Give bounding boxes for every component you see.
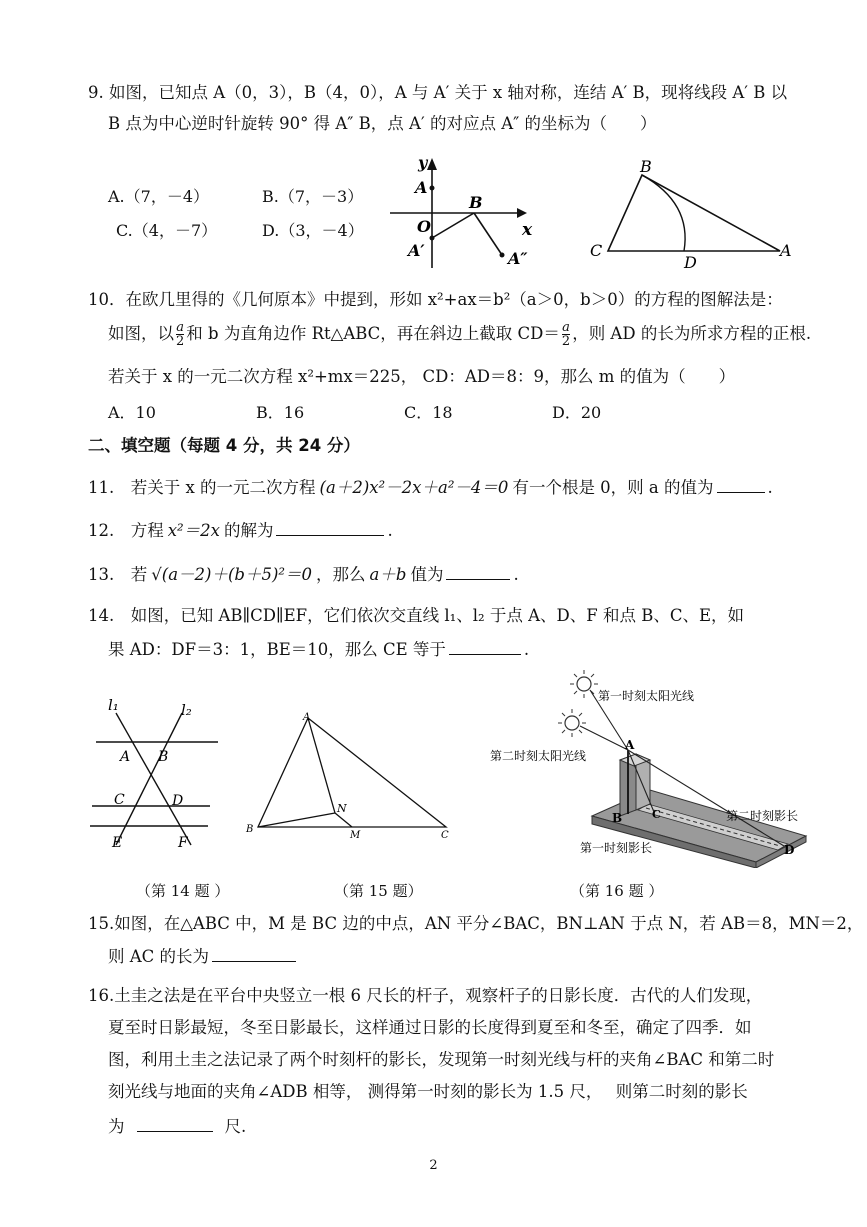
q14-answer-blank[interactable] [449, 638, 521, 655]
q16-line-5: 为 尺. [108, 1117, 247, 1136]
q9-line-2: B 点为中心逆时针旋转 90° 得 A″ B，点 A′ 的对应点 A″ 的坐标为（ ） [108, 114, 657, 133]
q16-line-3: 图，利用土圭之法记录了两个时刻杆的影长，发现第一时刻光线与杆的夹角∠BAC 和第二时 [108, 1050, 775, 1069]
q9-option-c: C.（4，－7） [116, 221, 218, 240]
q10-option-c: C．18 [404, 403, 453, 422]
q14-label-a: A [120, 749, 131, 765]
q15-answer-blank[interactable] [212, 945, 296, 962]
q14-label-l1: l₁ [108, 696, 119, 714]
q9-option-d: D.（3，－4） [262, 221, 364, 240]
q15-label-a: A [303, 712, 311, 723]
q9-line-1: 9. 如图，已知点 A（0，3），B（4，0），A 与 A′ 关于 x 轴对称，连结 A′ B，现将线段 A′ B 以 [88, 83, 788, 102]
q15-label-c: C [441, 830, 449, 840]
q14-line-1: 14. 如图，已知 AB∥CD∥EF，它们依次交直线 l₁、l₂ 于点 A、D、F 和点 B、C、E，如 [88, 606, 745, 625]
caption-q15: （第 15 题） [334, 882, 423, 900]
q9-label-a: A [415, 178, 428, 197]
q12-answer-blank[interactable] [276, 519, 384, 536]
q10-label-d: D [684, 253, 697, 270]
q16-label-second-ray: 第二时刻太阳光线 [490, 749, 587, 763]
q16-label-second-shadow: 第二时刻影长 [726, 809, 799, 823]
q13-equation: √(a－2)＋(b＋5)²＝0 [151, 565, 313, 584]
q10-fraction-a-over-2: $\frac{a}{2}$ [176, 320, 185, 349]
q16-label-first-shadow: 第一时刻影长 [580, 841, 653, 855]
q16-label-first-ray: 第一时刻太阳光线 [598, 689, 695, 703]
q10-fraction-a-over-2-cd: $\frac{a}{2}$ [561, 320, 571, 349]
q10-line-2-part-a: 如图，以 [108, 324, 174, 343]
q10-line-2 [108, 321, 811, 348]
q14-line-2: 果 AD：DF＝3：1，BE＝10，那么 CE 等于 . [108, 640, 530, 659]
q10-triangle-figure [582, 155, 797, 270]
page-number: 2 [429, 1158, 438, 1173]
q9-label-o: O [417, 217, 431, 236]
q15-label-b: B [246, 824, 254, 835]
q10-option-b: B．16 [256, 403, 305, 422]
q16-answer-blank[interactable] [137, 1115, 213, 1132]
q16-label-b: B [612, 811, 623, 825]
q10-line-2-part-b: 和 b 为直角边作 Rt△ABC，再在斜边上截取 CD＝ [186, 324, 560, 343]
q15-label-n: N [337, 802, 347, 815]
q14-label-e: E [112, 835, 123, 850]
q10-line-1: 10．在欧几里得的《几何原本》中提到，形如 x²+ax＝b²（a＞0，b＞0）的方程的图解法是： [88, 290, 783, 309]
q9-label-b: B [469, 193, 483, 212]
q9-label-y: y [418, 153, 428, 172]
caption-q14: （第 14 题 ） [136, 882, 230, 900]
q10-label-b: B [640, 157, 652, 176]
q14-label-l2: l₂ [181, 701, 192, 719]
q12-equation: x²＝2x [167, 521, 220, 540]
q14-label-f: F [178, 835, 188, 850]
sun-icon-second [558, 709, 586, 737]
q9-label-a-prime: A′ [408, 241, 425, 260]
q14-label-b: B [158, 749, 169, 765]
q10-option-d: D．20 [552, 403, 602, 422]
q15-label-m: M [350, 830, 361, 840]
q14-parallel-lines-figure [86, 695, 226, 850]
q9-label-x: x [522, 220, 533, 240]
q13-line: 13. 若 √(a－2)＋(b＋5)²＝0 ，那么 a＋b 值为 . [88, 565, 519, 584]
q16-line-4: 刻光线与地面的夹角∠ADB 相等， 测得第一时刻的影长为 1.5 尺， 则第二时刻的影长 [108, 1082, 748, 1101]
q15-line-1: 15.如图，在△ABC 中，M 是 BC 边的中点，AN 平分∠BAC，BN⊥AN 于点 N，若 AB＝8，MN＝2， [88, 914, 864, 933]
q10-label-a: A [780, 241, 792, 260]
q13-answer-blank[interactable] [446, 563, 510, 580]
q16-label-c: C [652, 808, 661, 821]
q11-line: 11. 若关于 x 的一元二次方程 (a＋2)x²－2x＋a²－4＝0 有一个根是 0，则 a 的值为 . [88, 478, 773, 497]
q9-coordinate-figure [382, 150, 552, 275]
q16-label-d: D [784, 843, 795, 857]
q15-line-2: 则 AC 的长为 [108, 945, 299, 968]
q16-label-a: A [625, 738, 635, 752]
q9-option-a: A.（7，－4） [108, 187, 210, 206]
q10-option-a: A．10 [108, 403, 156, 422]
q16-gnomon-figure [488, 668, 818, 868]
q14-label-d: D [172, 793, 184, 809]
section-2-heading: 二、填空题（每题 4 分，共 24 分） [88, 436, 360, 455]
caption-q16: （第 16 题 ） [570, 882, 664, 900]
q10-line-3: 若关于 x 的一元二次方程 x²+mx＝225， CD：AD＝8：9，那么 m 的值为（ ） [108, 367, 736, 386]
q16-line-2: 夏至时日影最短，冬至日影最长，这样通过日影的长度得到夏至和冬至，确定了四季．如 [108, 1018, 752, 1037]
q14-label-c: C [114, 792, 125, 808]
q11-answer-blank[interactable] [717, 476, 765, 493]
q9-label-a-double-prime: A″ [508, 249, 528, 268]
q10-line-2-part-c: ，则 AD 的长为所求方程的正根. [572, 324, 812, 343]
q12-line: 12. 方程 x²＝2x 的解为 . [88, 521, 393, 540]
q10-label-c: C [590, 241, 603, 260]
q11-equation: (a＋2)x²－2x＋a²－4＝0 [319, 478, 509, 497]
q16-line-1: 16.土圭之法是在平台中央竖立一根 6 尺长的杆子，观察杆子的日影长度．古代的人们发现， [88, 986, 763, 1005]
q15-triangle-figure [240, 710, 460, 840]
sun-icon-first [570, 670, 598, 698]
q9-option-b: B.（7，－3） [262, 187, 364, 206]
